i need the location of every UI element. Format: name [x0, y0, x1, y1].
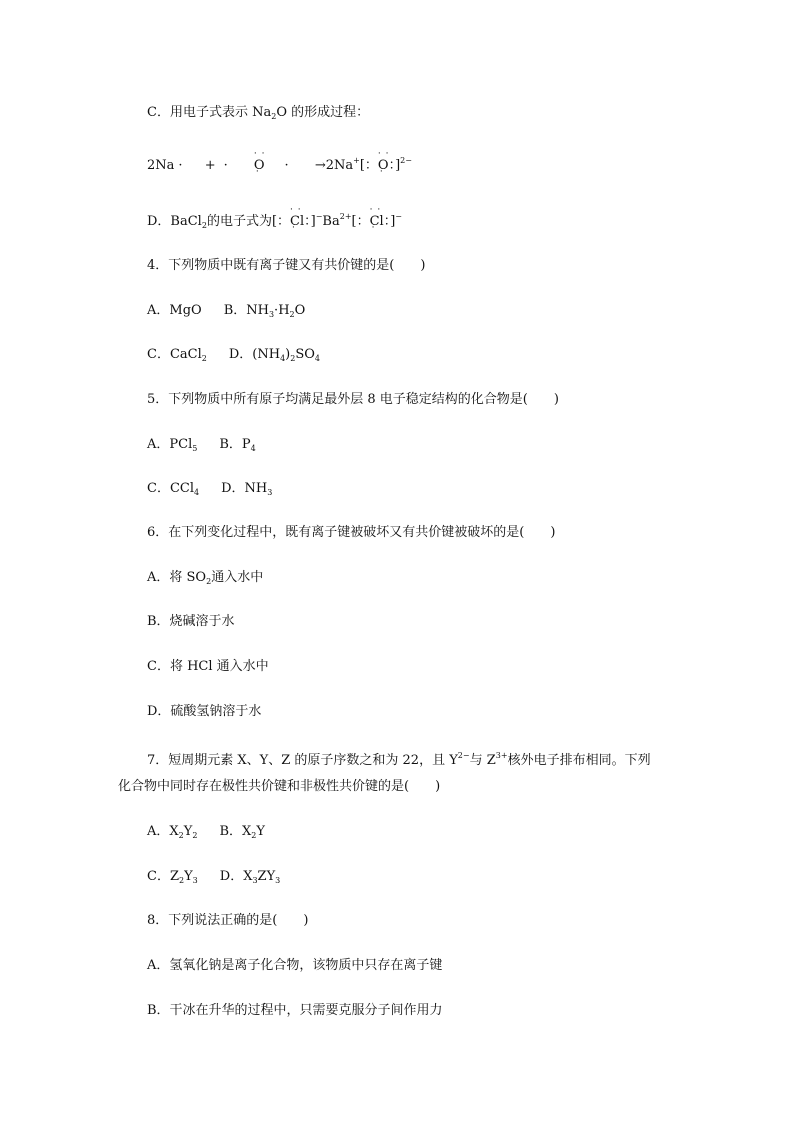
text: 7．短周期元素 X、Y、Z 的原子序数之和为 22，且 Y — [147, 753, 458, 768]
option-a: A．MgO — [147, 303, 202, 318]
subscript: 3 — [275, 876, 281, 885]
q3-option-c — [147, 104, 369, 126]
bracket-open: [： — [351, 214, 370, 229]
text: ZY — [257, 869, 276, 884]
option-a: A．X — [147, 824, 179, 839]
option-c: C．CaCl — [147, 347, 202, 362]
option-b: B．X — [219, 824, 252, 839]
text: A．将 SO — [147, 570, 207, 585]
q5-options-cd — [147, 480, 272, 502]
subscript: 5 — [192, 444, 198, 453]
subscript: 3 — [267, 488, 273, 497]
text: Y — [184, 869, 193, 884]
q6-stem: 6．在下列变化过程中，既有离子键被破坏又有共价键被破坏的是( ) — [147, 525, 556, 540]
superscript: 2− — [457, 751, 470, 760]
electron-dot: · — [178, 158, 183, 173]
q6-option-c: C．将 HCl 通入水中 — [147, 659, 269, 674]
text: O 的形成过程： — [276, 105, 370, 120]
q8-stem: 8．下列说法正确的是( ) — [147, 913, 309, 928]
dot: · — [274, 303, 279, 318]
superscript: − — [395, 212, 402, 221]
text: Y — [256, 824, 265, 839]
subscript: 2 — [251, 831, 257, 840]
subscript: 3 — [252, 876, 258, 885]
text: C．用电子式表示 Na — [147, 105, 272, 120]
na2o-formation-equation — [147, 152, 412, 175]
option-d: D．NH — [221, 481, 268, 496]
text: D．BaCl — [147, 214, 202, 229]
option-b: B．NH — [223, 303, 269, 318]
text: Y — [183, 824, 193, 839]
option-a: A．PCl — [147, 437, 193, 452]
subscript: 3 — [268, 310, 275, 319]
subscript: 2 — [192, 831, 198, 840]
superscript: − — [315, 212, 323, 221]
subscript: 4 — [194, 488, 200, 497]
q6-option-a — [147, 569, 263, 591]
q8-option-a: A．氢氧化钠是离子化合物，该物质中只存在离子键 — [147, 958, 443, 973]
subscript: 2 — [178, 876, 185, 885]
q7-options-cd — [147, 868, 280, 890]
chlorine-symbol: · · Cl · — [290, 213, 304, 231]
text: 的电子式为 — [206, 214, 272, 229]
bracket-close: ：] — [304, 214, 316, 229]
q7-stem-line2: 化合物中同时存在极性共价键和非极性共价键的是( ) — [118, 779, 441, 794]
text: 与 Z — [469, 753, 496, 768]
q4-options-cd — [147, 346, 320, 368]
q6-option-b: B．烧碱溶于水 — [147, 614, 235, 629]
subscript: 2 — [201, 221, 207, 230]
electron-dot: · — [284, 158, 289, 173]
text: 核外电子排布相同。下列 — [507, 753, 651, 768]
subscript: 2 — [290, 354, 296, 363]
superscript: 3+ — [495, 751, 508, 760]
q6-option-d: D．硫酸氢钠溶于水 — [147, 704, 262, 719]
subscript: 2 — [178, 831, 184, 840]
q7-stem-line1 — [147, 747, 651, 770]
oxygen-symbol: · · O · — [378, 157, 389, 175]
bracket-close: ：] — [383, 214, 396, 229]
subscript: 2 — [289, 310, 295, 319]
bracket-close: ：] — [388, 158, 401, 173]
subscript: 2 — [271, 112, 277, 121]
bracket-open: [： — [359, 158, 378, 173]
eq-plus: + — [204, 158, 216, 173]
subscript: 2 — [201, 354, 207, 363]
subscript: 4 — [314, 354, 320, 363]
subscript: 3 — [192, 876, 198, 885]
q8-option-b: B．干冰在升华的过程中，只需要克服分子间作用力 — [147, 1003, 443, 1018]
option-d: D．(NH — [228, 347, 281, 362]
eq-product-na: →2Na — [314, 158, 354, 173]
q7-options-ab — [147, 823, 265, 845]
q5-stem: 5．下列物质中所有原子均满足最外层 8 电子稳定结构的化合物是( ) — [147, 392, 559, 407]
eq-na: 2Na — [147, 158, 175, 173]
subscript: 4 — [250, 444, 256, 453]
text: O — [294, 303, 306, 318]
superscript: 2− — [400, 156, 412, 165]
chlorine-symbol: · · Cl · — [370, 213, 384, 231]
text: H — [278, 303, 290, 318]
subscript: 4 — [280, 354, 286, 363]
superscript: + — [353, 156, 360, 165]
electron-dot: · — [223, 158, 228, 173]
q4-stem: 4．下列物质中既有离子键又有共价键的是( ) — [147, 258, 426, 273]
text: 通入水中 — [211, 570, 264, 585]
q3-option-d — [147, 208, 402, 235]
q5-options-ab — [147, 436, 256, 458]
text: ) — [285, 347, 291, 362]
option-b: B．P — [219, 437, 251, 452]
subscript: 2 — [206, 577, 212, 586]
barium-symbol: Ba — [322, 214, 340, 229]
superscript: 2+ — [339, 212, 352, 221]
oxygen-symbol: · · O · — [254, 157, 265, 175]
q4-options-ab — [147, 302, 305, 324]
option-d: D．X — [219, 869, 253, 884]
option-c: C．Z — [147, 869, 179, 884]
option-c: C．CCl — [147, 481, 194, 496]
text: SO — [295, 347, 315, 362]
bracket-open: [： — [271, 214, 291, 229]
